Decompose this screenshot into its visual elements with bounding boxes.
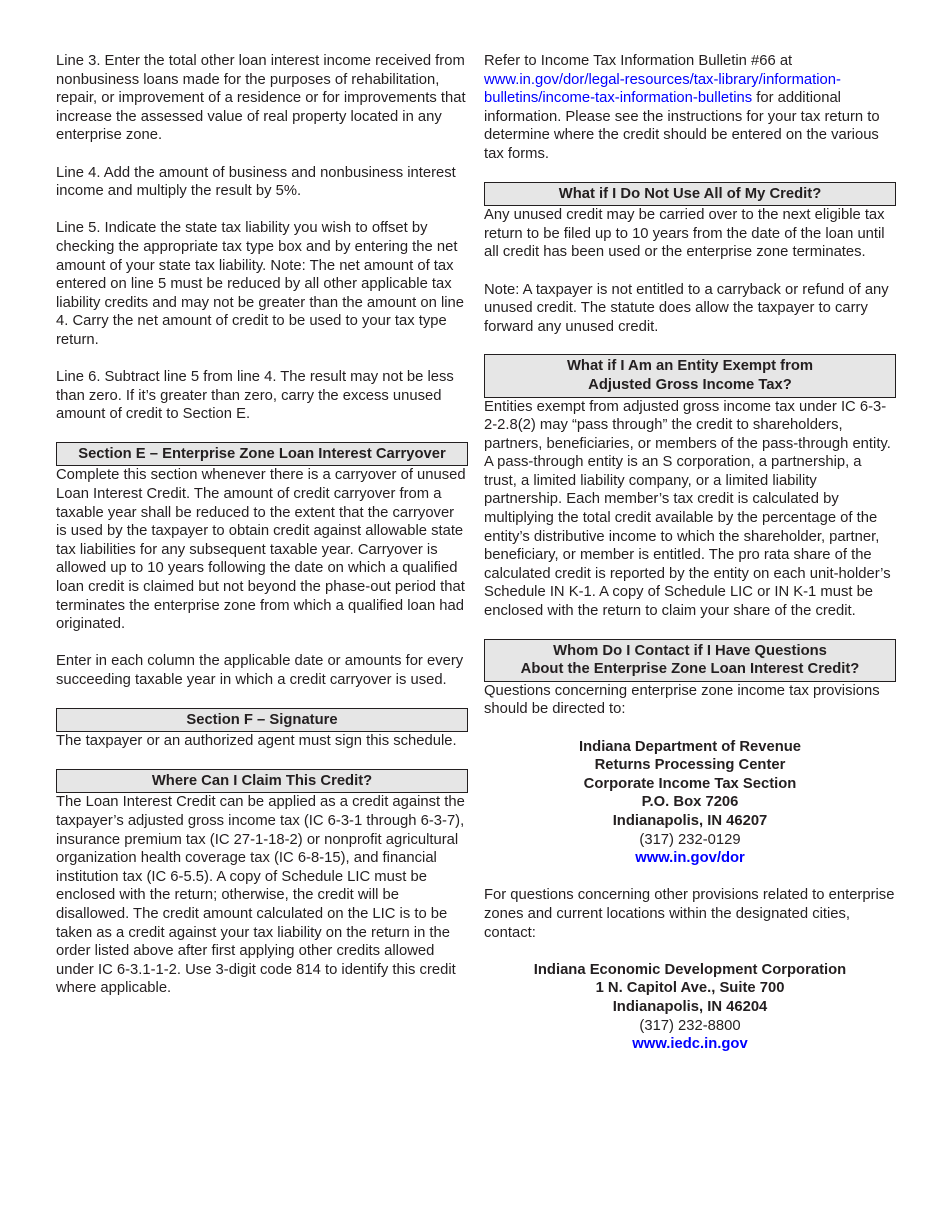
contact-heading-line-1: Whom Do I Contact if I Have Questions xyxy=(553,642,827,659)
iedc-name: Indiana Economic Development Corporation xyxy=(533,961,847,978)
bulletin-link[interactable]: www.in.gov/dor/legal-resources/tax-library/information-bulletins/income-tax-information-bulletins xyxy=(484,71,841,107)
other-provisions-paragraph: For questions concerning other provisions related to enterprise zones and current locations within the designated cities, contact: xyxy=(484,887,895,941)
unused-credit-heading: What if I Do Not Use All of My Credit? xyxy=(484,182,896,207)
contact-paragraph: Questions concerning enterprise zone income tax provisions should be directed to: xyxy=(484,682,880,718)
dor-address-block xyxy=(484,738,896,868)
bulletin-paragraph xyxy=(484,52,896,164)
right-column xyxy=(484,52,896,1054)
line3-text: Line 3. Enter the total other loan interest income received from nonbusiness loans made for the purposes of rehabilitation, repair, or improvement of a residence or for improvements that increase the assessed value of real property located in any enterprise zone. xyxy=(56,53,466,144)
section-e-paragraph-1: Complete this section whenever there is a carryover of unused Loan Interest Credit. The amount of credit carryover from a taxable year shall be reduced to the extent that the carryover is used by the taxpayer to obtain credit against allowable state tax liabilities for any subsequent taxable year. Carryover is allowed up to 10 years following the date on which a qualified loan credit is claimed but not beyond the phase-out period that terminates the enterprise zone from which a qualified loan had originated. xyxy=(56,467,466,633)
dor-city: Indianapolis, IN 46207 xyxy=(612,812,768,829)
section-f-paragraph: The taxpayer or an authorized agent must sign this schedule. xyxy=(56,733,457,750)
line6-text: Line 6. Subtract line 5 from line 4. The result may not be less than zero. If it’s greater than zero, carry the excess unused amount of credit to Section E. xyxy=(56,369,454,423)
iedc-address-line-2: 1 N. Capitol Ave., Suite 700 xyxy=(595,980,785,997)
claim-credit-paragraph: The Loan Interest Credit can be applied as a credit against the taxpayer’s adjusted gross income tax (IC 6-3-1 through 6-3-7), insurance premium tax (IC 27-1-18-2) or nonprofit agricultural organization health coverage tax (IC 6-8-15), and financial institution tax (IC 6-5.5). A copy of Schedule LIC must be enclosed with the return; otherwise, the credit will be disallowed. The credit amount calculated on the LIC is to be taken as a credit against your tax liability on the return in the order listed above after first applying other credits allowed under IC 6-3.1-1-2. Use 3-digit code 814 to identify this credit where applicable. xyxy=(56,794,465,997)
exempt-heading-line-1: What if I Am an Entity Exempt from xyxy=(566,358,814,375)
unused-credit-paragraph-1: Any unused credit may be carried over to the next eligible tax return to be filed up to 10 years from the date of the loan until all credit has been used or the enterprise zone terminates. xyxy=(484,207,885,261)
section-e-heading: Section E – Enterprise Zone Loan Interest Carryover xyxy=(56,442,468,467)
dor-address-line-2: Returns Processing Center xyxy=(594,757,786,774)
line5-text: Line 5. Indicate the state tax liability you wish to offset by checking the appropriate tax type box and by entering the net amount of your state tax liability. Note: The net amount of tax entered on line 5 must be reduced by all other applicable tax liability credits and may not be greater than the amount on line 4. Carry the net amount of credit to be used to your tax type return. xyxy=(56,220,464,348)
unused-credit-paragraph-2: Note: A taxpayer is not entitled to a carryback or refund of any unused credit. The statute does allow the taxpayer to carry forward any unused credit. xyxy=(484,281,889,335)
iedc-city: Indianapolis, IN 46204 xyxy=(612,998,768,1015)
dor-phone: (317) 232-0129 xyxy=(639,831,741,848)
exempt-entity-paragraph: Entities exempt from adjusted gross income tax under IC 6-3-2-2.8(2) may “pass through” the credit to shareholders, partners, beneficiaries, or members of the pass-through entity. A pass-through entity is an S corporation, a partnership, a trust, a limited liability company, or a limited liability partnership. Each member’s tax credit is calculated by multiplying the total credit available by the percentage of the entity’s distributive income to which the shareholder, partner, beneficiary, or member is entitled. The pro rata share of the calculated credit is reported by the entity on each unit-holder’s Schedule IN K-1. A copy of Schedule LIC or IN K-1 must be enclosed with the return to claim your share of the credit. xyxy=(484,398,891,620)
section-e-paragraph-2: Enter in each column the applicable date or amounts for every succeeding taxable year in which a credit carryover is used. xyxy=(56,653,464,688)
iedc-website-link[interactable]: www.iedc.in.gov xyxy=(632,1036,748,1053)
contact-heading-line-2: About the Enterprise Zone Loan Interest Credit? xyxy=(520,661,860,678)
dor-name: Indiana Department of Revenue xyxy=(579,738,801,755)
line4-text: Line 4. Add the amount of business and nonbusiness interest income and multiply the result by 5%. xyxy=(56,164,456,200)
left-column xyxy=(56,52,468,998)
dor-website-link[interactable]: www.in.gov/dor xyxy=(635,850,745,867)
claim-credit-heading: Where Can I Claim This Credit? xyxy=(56,769,468,794)
section-f-heading: Section F – Signature xyxy=(56,708,468,733)
bulletin-outro: for additional information. Please see the instructions for your tax return to determine where the credit should be entered on the various tax forms. xyxy=(484,90,880,162)
exempt-heading-line-2: Adjusted Gross Income Tax? xyxy=(588,376,792,393)
iedc-phone: (317) 232-8800 xyxy=(639,1017,741,1034)
exempt-entity-heading xyxy=(484,354,896,397)
dor-address-line-3: Corporate Income Tax Section xyxy=(583,775,797,792)
iedc-address-block xyxy=(484,961,896,1054)
bulletin-intro: Refer to Income Tax Information Bulletin #66 at xyxy=(484,53,793,69)
dor-po-box: P.O. Box 7206 xyxy=(641,794,739,811)
contact-heading xyxy=(484,639,896,682)
